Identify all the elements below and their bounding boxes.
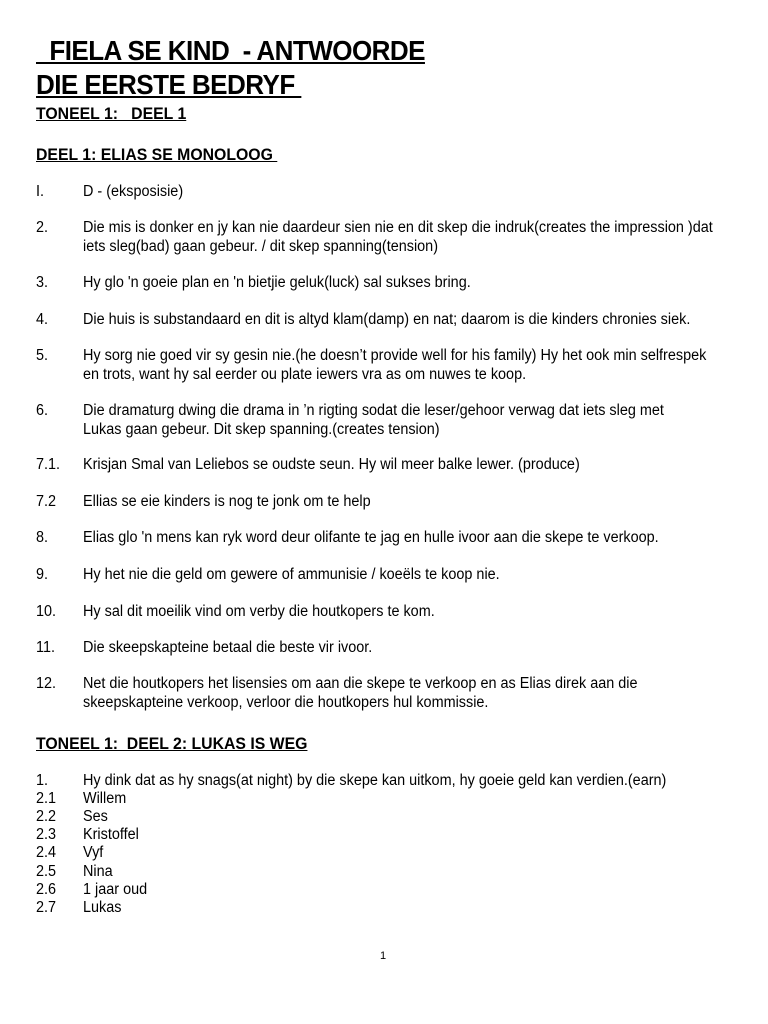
answer-text: 1 jaar oud	[83, 880, 148, 898]
answer-line: Hy glo 'n goeie plan en 'n bietjie geluk(luck) sal sukses bring.	[83, 274, 471, 291]
answer-line: Die mis is donker en jy kan nie daardeur sien nie en dit skep die indruk(creates the impression )dat	[83, 219, 713, 236]
answer-line: Lukas gaan gebeur. Dit skep spanning.(creates tension)	[83, 421, 440, 438]
answer-number: 7.2	[36, 493, 57, 510]
answer-line: skeepskapteine verkoop, verloor die houtkopers hul kommissie.	[83, 694, 489, 711]
answer-number: 2.7	[36, 898, 57, 916]
answer-number: I.	[36, 183, 45, 200]
scene-subtitle: TONEEL 1: DEEL 1	[36, 104, 187, 123]
answer-line: Die skeepskapteine betaal die beste vir ivoor.	[83, 639, 373, 656]
page-number: 1	[380, 950, 387, 962]
answer-text	[83, 401, 734, 439]
section1-heading: DEEL 1: ELIAS SE MONOLOOG	[36, 145, 278, 164]
act-title: DIE EERSTE BEDRYF	[36, 69, 302, 100]
answer-text	[83, 602, 734, 621]
answer-text: Vyf	[83, 844, 104, 862]
answer-line: Net die houtkopers het lisensies om aan die skepe te verkoop en as Elias direk aan die	[83, 675, 638, 692]
answer-number: 2.2	[36, 808, 57, 826]
answer-text	[83, 273, 734, 292]
answer-number: 9.	[36, 566, 49, 583]
answer-text	[83, 565, 734, 584]
answer-text: Nina	[83, 862, 113, 880]
answer-line: Die dramaturg dwing die drama in ’n rigting sodat die leser/gehoor verwag dat iets sleg met	[83, 402, 664, 419]
answer-text	[83, 528, 734, 547]
answer-number: 3.	[36, 274, 49, 291]
answer-number: 2.3	[36, 826, 57, 844]
answer-text: Lukas	[83, 898, 122, 916]
answer-line: en trots, want hy sal eerder ou plate iewers vra as om nuwes te koop.	[83, 366, 527, 383]
answer-number: 10.	[36, 603, 57, 620]
answer-number: 12.	[36, 675, 57, 692]
answer-number: 2.6	[36, 880, 57, 898]
answer-number: 7.1.	[36, 456, 61, 473]
answer-number: 1.	[36, 772, 49, 789]
answer-number: 6.	[36, 402, 49, 419]
answer-line: Hy het nie die geld om gewere of ammunisie / koeëls te koop nie.	[83, 566, 500, 583]
answer-number: 8.	[36, 529, 49, 546]
answer-number: 2.1	[36, 790, 57, 808]
answer-number: 2.5	[36, 862, 57, 880]
answer-line: Elias glo 'n mens kan ryk word deur olifante te jag en hulle ivoor aan die skepe te verkoop.	[83, 529, 659, 546]
answer-line: Hy sal dit moeilik vind om verby die houtkopers te kom.	[83, 603, 435, 620]
answer-text: Ses	[83, 808, 108, 826]
answer-text: Kristoffel	[83, 826, 139, 844]
answer-number: 5.	[36, 347, 49, 364]
answer-number: 11.	[36, 639, 55, 656]
section2-heading: TONEEL 1: DEEL 2: LUKAS IS WEG	[36, 734, 308, 753]
answer-text	[83, 455, 734, 474]
answer-text	[83, 310, 734, 329]
answer-line: Ellias se eie kinders is nog te jonk om te help	[83, 493, 371, 510]
document-title: FIELA SE KIND - ANTWOORDE	[36, 35, 425, 66]
answer-line: Die huis is substandaard en dit is altyd klam(damp) en nat; daarom is die kinders chronies siek.	[83, 311, 691, 328]
answer-number: 4.	[36, 311, 49, 328]
answer-text	[83, 218, 734, 256]
answer-text: Hy dink dat as hy snags(at night) by die skepe kan uitkom, hy goeie geld kan verdien.(earn)	[83, 772, 667, 789]
answer-line: Hy sorg nie goed vir sy gesin nie.(he doesn’t provide well for his family) Hy het ook min selfrespek	[83, 347, 707, 364]
answer-text	[83, 492, 734, 511]
answer-text: Willem	[83, 790, 127, 808]
answer-text	[83, 346, 734, 384]
answer-line: iets sleg(bad) gaan gebeur. / dit skep spanning(tension)	[83, 238, 438, 255]
answer-number: 2.4	[36, 844, 57, 862]
answer-line: D - (eksposisie)	[83, 183, 184, 200]
answer-number: 2.	[36, 219, 49, 236]
answer-text	[83, 638, 734, 657]
answer-text	[83, 674, 734, 712]
answer-line: Krisjan Smal van Leliebos se oudste seun. Hy wil meer balke lewer. (produce)	[83, 456, 580, 473]
answer-text	[83, 182, 734, 201]
